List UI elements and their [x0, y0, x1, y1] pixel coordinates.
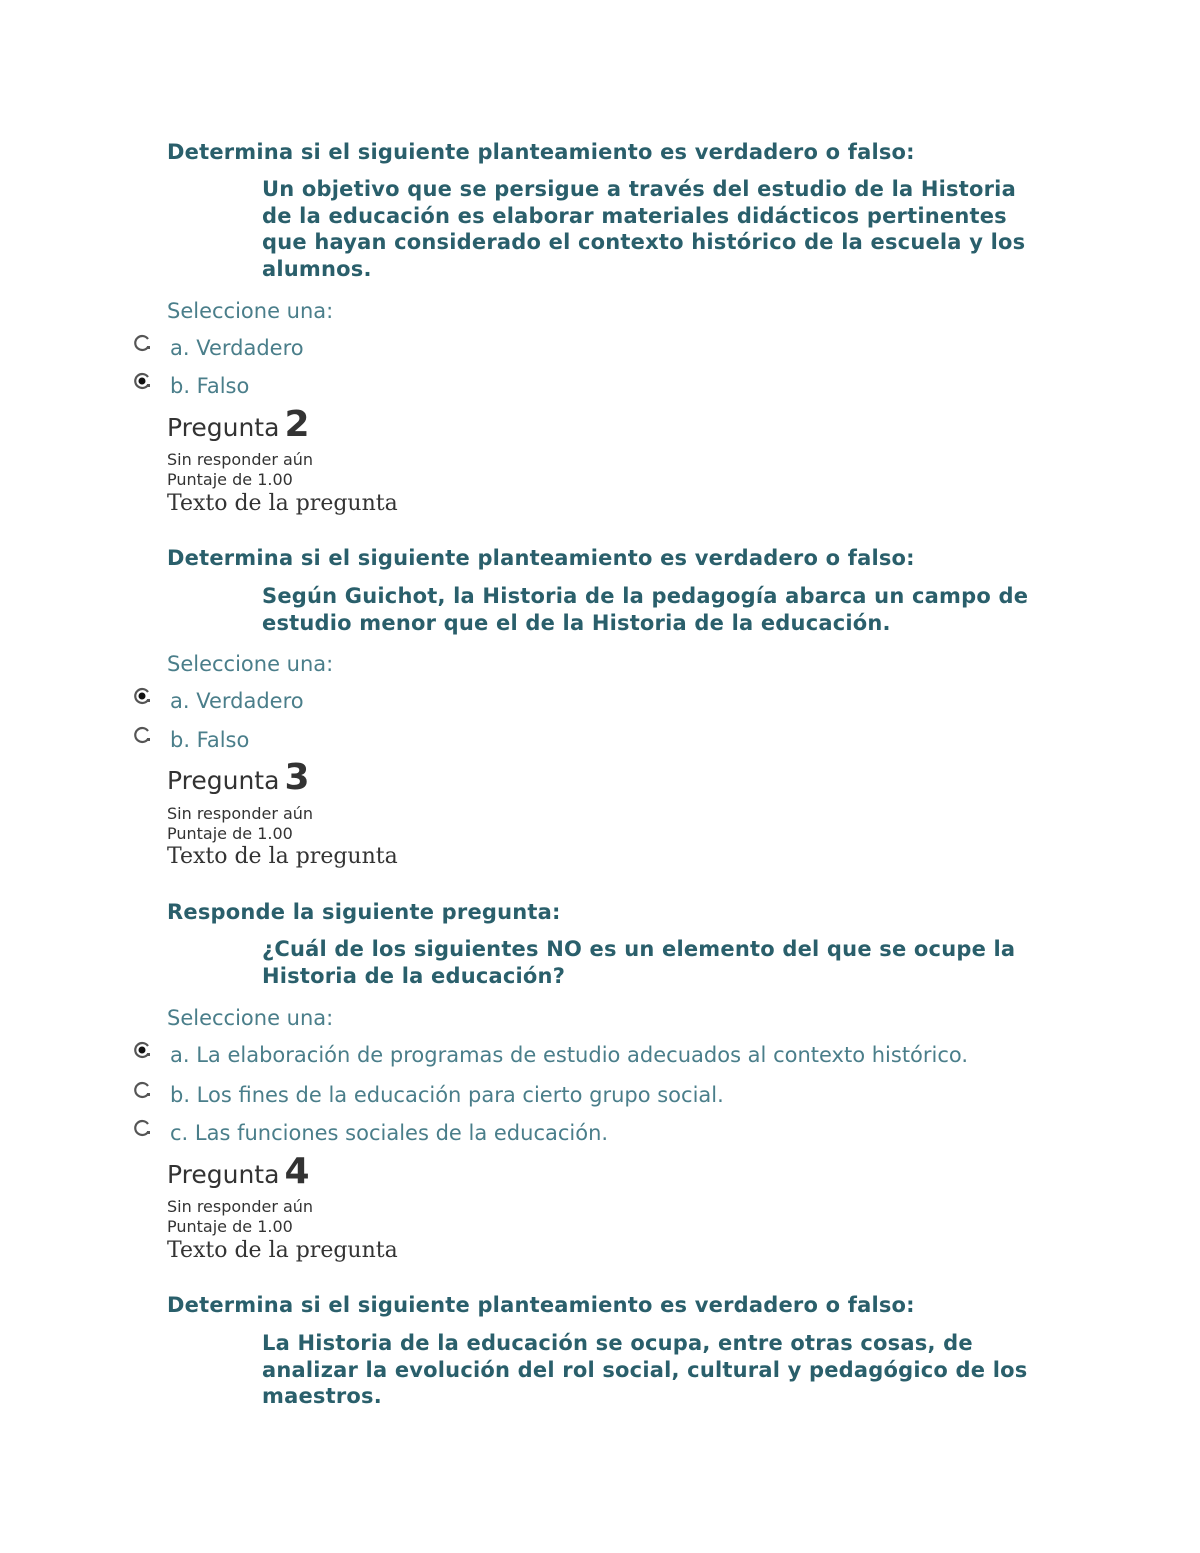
radio-unselected-icon[interactable] — [132, 333, 152, 353]
question-3-points: Puntaje de 1.00 — [167, 824, 293, 843]
question-3-select-label: Seleccione una: — [167, 1006, 334, 1030]
question-heading-word: Pregunta — [167, 766, 280, 795]
question-4-text-label: Texto de la pregunta — [167, 1238, 398, 1263]
question-1-option-b-label: b. Falso — [170, 374, 250, 398]
question-4-points: Puntaje de 1.00 — [167, 1217, 293, 1236]
question-heading-word: Pregunta — [167, 413, 280, 442]
question-number: 4 — [284, 1151, 310, 1192]
question-2-select-label: Seleccione una: — [167, 652, 334, 676]
question-1-select-label: Seleccione una: — [167, 299, 334, 323]
radio-unselected-icon[interactable] — [132, 1118, 152, 1138]
question-3-option-c-label: c. Las funciones sociales de la educación. — [170, 1121, 609, 1145]
question-4-statement: La Historia de la educación se ocupa, entre otras cosas, de analizar la evolución del rol social, cultural y pedagógico de los maestros. — [262, 1331, 1028, 1408]
question-number: 2 — [284, 404, 310, 445]
question-heading-word: Pregunta — [167, 1160, 280, 1189]
question-1-option-a-label: a. Verdadero — [170, 336, 304, 360]
radio-unselected-icon[interactable] — [132, 725, 152, 745]
question-3-heading — [167, 757, 310, 798]
question-3-text-label: Texto de la pregunta — [167, 844, 398, 869]
radio-selected-icon[interactable] — [132, 371, 152, 391]
question-4-intro: Determina si el siguiente planteamiento es verdadero o falso: — [167, 1293, 915, 1317]
question-2-intro: Determina si el siguiente planteamiento es verdadero o falso: — [167, 546, 915, 570]
question-1-intro: Determina si el siguiente planteamiento es verdadero o falso: — [167, 140, 915, 164]
question-3-option-a-label: a. La elaboración de programas de estudio adecuados al contexto histórico. — [170, 1043, 969, 1067]
question-3-option-b-label: b. Los fines de la educación para cierto grupo social. — [170, 1083, 724, 1107]
question-4-heading — [167, 1151, 310, 1192]
question-2-text-label: Texto de la pregunta — [167, 491, 398, 516]
question-2-heading — [167, 404, 310, 445]
radio-selected-icon[interactable] — [132, 686, 152, 706]
question-3-intro: Responde la siguiente pregunta: — [167, 900, 561, 924]
question-2-points: Puntaje de 1.00 — [167, 470, 293, 489]
question-2-option-b-label: b. Falso — [170, 728, 250, 752]
question-3-status: Sin responder aún — [167, 804, 314, 823]
question-2-option-a-label: a. Verdadero — [170, 689, 304, 713]
radio-selected-icon[interactable] — [132, 1040, 152, 1060]
question-2-statement: Según Guichot, la Historia de la pedagogía abarca un campo de estudio menor que el de la Historia de la educación. — [262, 584, 1029, 635]
radio-unselected-icon[interactable] — [132, 1080, 152, 1100]
question-4-status: Sin responder aún — [167, 1197, 314, 1216]
question-number: 3 — [284, 757, 310, 798]
question-3-statement: ¿Cuál de los siguientes NO es un elemento del que se ocupe la Historia de la educación? — [262, 937, 1016, 988]
question-2-status: Sin responder aún — [167, 450, 314, 469]
question-1-statement: Un objetivo que se persigue a través del estudio de la Historia de la educación es elaborar materiales didácticos pertinentes que hayan considerado el contexto histórico de la escuela y los alumnos. — [262, 177, 1026, 281]
